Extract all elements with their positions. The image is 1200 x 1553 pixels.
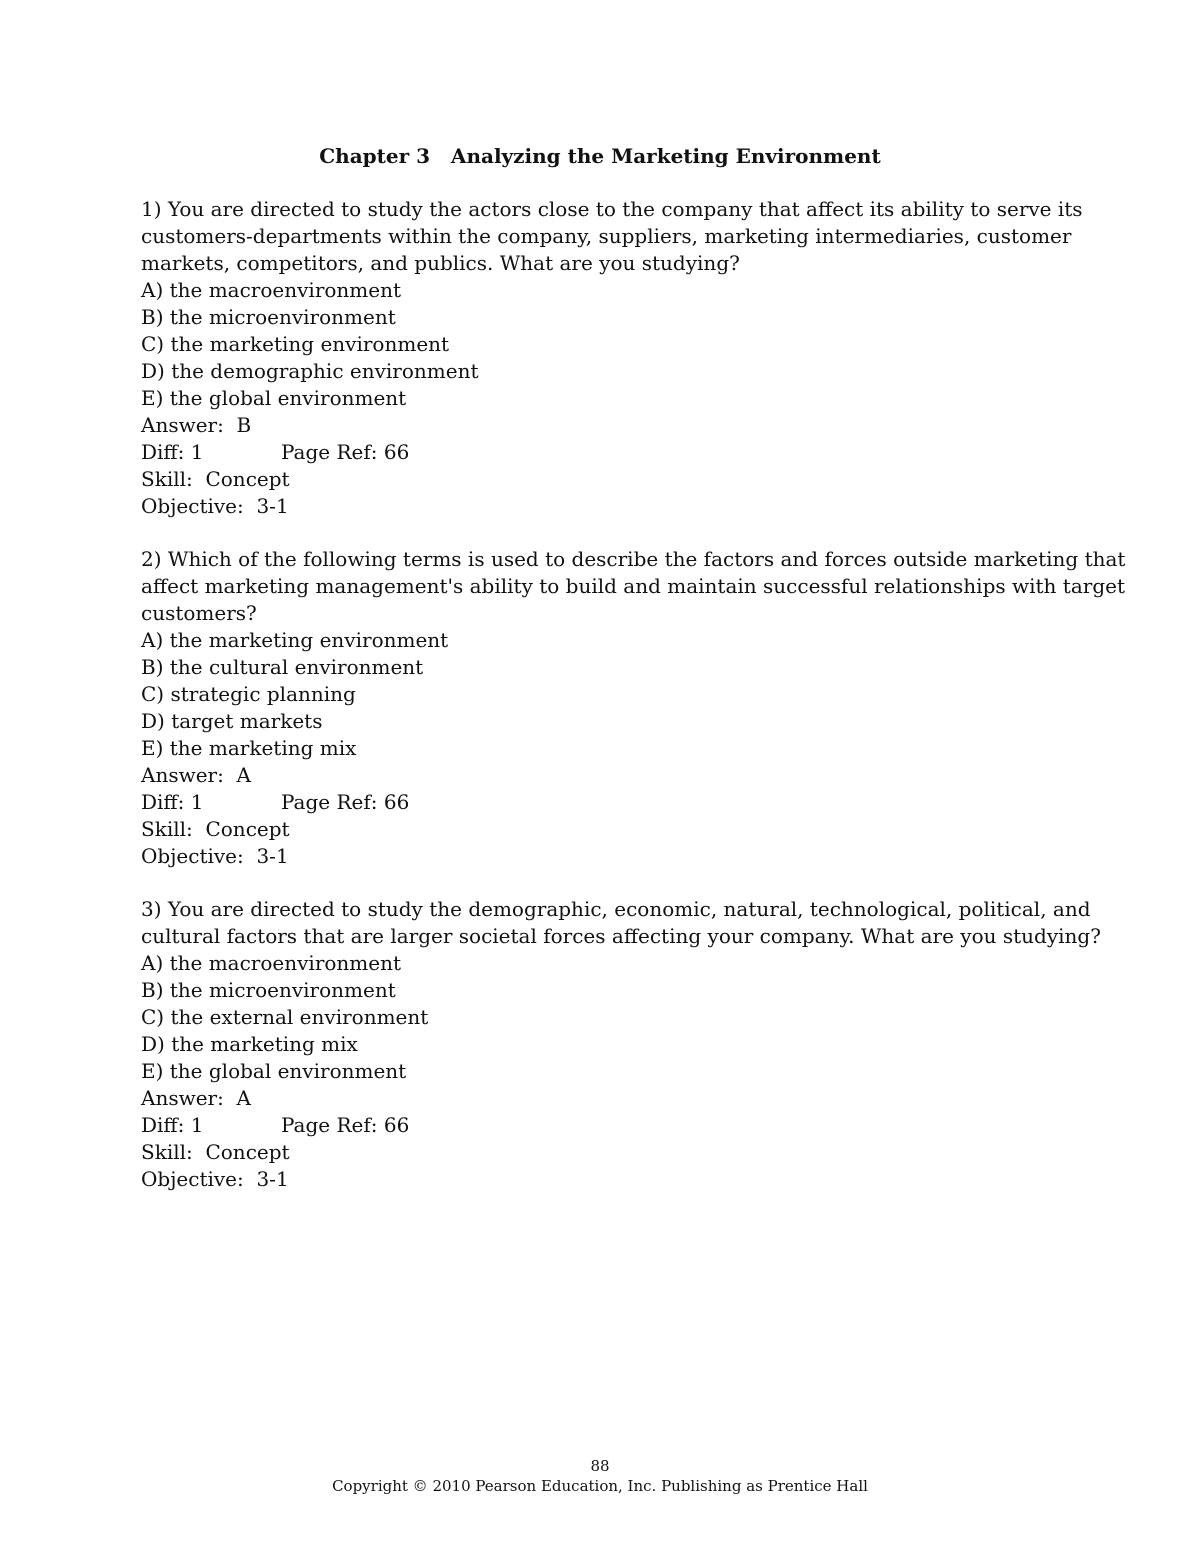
answer-option: E) the marketing mix [141,736,357,760]
question-item [141,896,1101,1193]
question-stem-line: affect marketing management's ability to build and maintain successful relationships with target [141,574,1125,598]
answer-option: B) the microenvironment [141,978,396,1002]
answer-option: D) target markets [141,709,323,733]
question-stem-line: markets, competitors, and publics. What are you studying? [141,251,740,275]
question-stem-line: cultural factors that are larger societal forces affecting your company. What are you studying? [141,924,1101,948]
difficulty-row [141,789,1061,816]
answer-option: B) the microenvironment [141,305,396,329]
difficulty: Diff: 1 [141,1113,204,1137]
question-stem-line: 3) You are directed to study the demographic, economic, natural, technological, political, and [141,897,1091,921]
correct-answer: Answer: A [141,763,251,787]
answer-option: D) the marketing mix [141,1032,358,1056]
page-reference: Page Ref: 66 [281,1113,410,1137]
answer-option: E) the global environment [141,1059,407,1083]
difficulty-row [141,439,1061,466]
skill: Skill: Concept [141,817,290,841]
copyright-notice: Copyright © 2010 Pearson Education, Inc. Publishing as Prentice Hall [332,1477,868,1495]
objective: Objective: 3-1 [141,1167,289,1191]
answer-option: C) the marketing environment [141,332,450,356]
answer-option: A) the macroenvironment [141,278,402,302]
skill: Skill: Concept [141,467,290,491]
correct-answer: Answer: A [141,1086,251,1110]
difficulty-row [141,1112,1061,1139]
answer-option: C) the external environment [141,1005,429,1029]
answer-option: E) the global environment [141,386,407,410]
question-stem-line: customers-departments within the company, suppliers, marketing intermediaries, customer [141,224,1072,248]
answer-option: D) the demographic environment [141,359,479,383]
question-stem-line: customers? [141,601,257,625]
question-item [141,196,1083,520]
difficulty: Diff: 1 [141,440,204,464]
objective: Objective: 3-1 [141,494,289,518]
answer-option: C) strategic planning [141,682,356,706]
objective: Objective: 3-1 [141,844,289,868]
question-item [141,546,1126,870]
question-stem-line: 1) You are directed to study the actors close to the company that affect its ability to serve its [141,197,1083,221]
difficulty: Diff: 1 [141,790,204,814]
answer-option: A) the marketing environment [141,628,449,652]
skill: Skill: Concept [141,1140,290,1164]
page-reference: Page Ref: 66 [281,790,410,814]
question-stem-line: 2) Which of the following terms is used to describe the factors and forces outside marketing that [141,547,1126,571]
answer-option: B) the cultural environment [141,655,424,679]
question-list [141,196,1126,1219]
page-reference: Page Ref: 66 [281,440,410,464]
correct-answer: Answer: B [141,413,252,437]
page-number: 88 [590,1457,610,1475]
chapter-title: Chapter 3 Analyzing the Marketing Environment [319,144,881,168]
answer-option: A) the macroenvironment [141,951,402,975]
